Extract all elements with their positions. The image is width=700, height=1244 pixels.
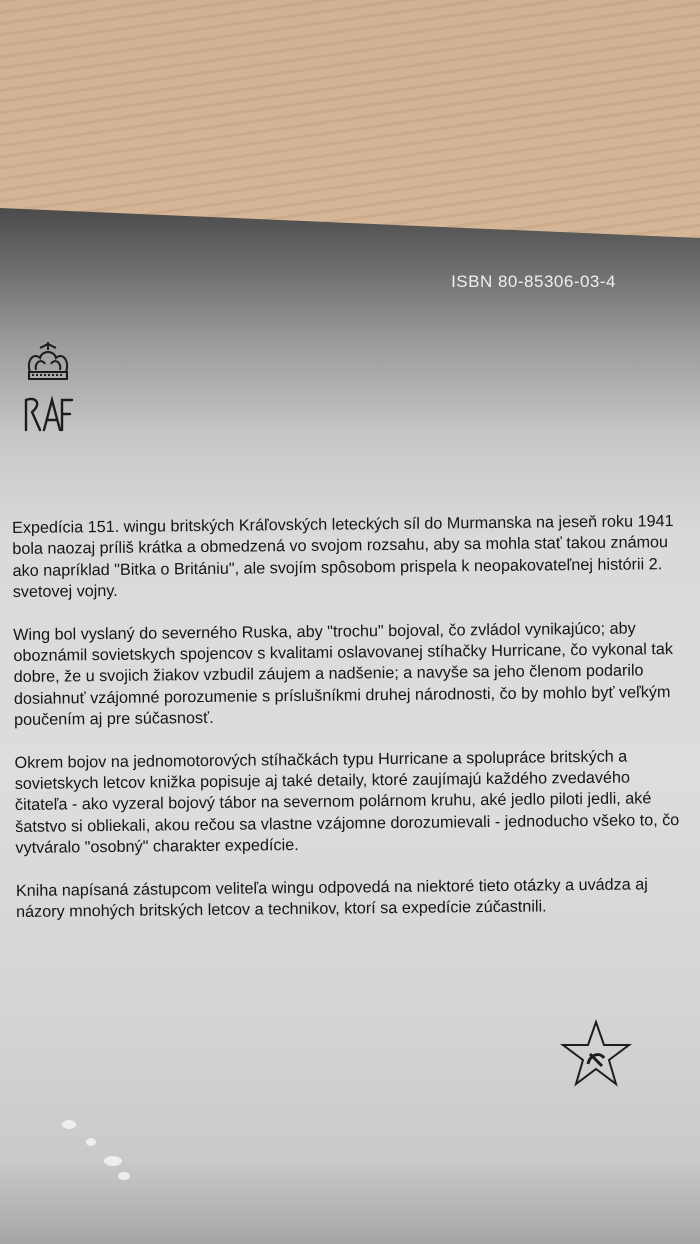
paper-wear-mark <box>118 1172 130 1180</box>
isbn-number: ISBN 80-85306-03-4 <box>451 272 616 291</box>
raf-crown-logo <box>18 342 78 438</box>
cover-shadow <box>0 1160 700 1244</box>
blurb-paragraph: Okrem bojov na jednomotorových stíhačkách typu Hurricane a spolupráce britských a sovietskych letcov knižka popisuje aj také detaily, ktoré zaujímajú každého zvedavého čitateľa - ako vyzeral bojový tábor na severnom polárnom kruhu, aké jedlo piloti jedli, aké šatstvo si obliekali, akou rečou sa vlastne vzájomne dorozumievali - jednoducho všeko to, čo vytváralo "osobný" charakter expedície. <box>14 747 680 858</box>
soviet-star-emblem <box>560 1018 632 1090</box>
paper-wear-mark <box>104 1156 122 1166</box>
paper-wear-mark <box>86 1138 96 1146</box>
blurb-text <box>12 511 681 944</box>
paper-wear-mark <box>62 1120 76 1129</box>
blurb-paragraph: Wing bol vyslaný do severného Ruska, aby "trochu" bojoval, čo zvládol vynikajúco; aby oboznámil sovietskych spojencov s kvalitami oslavovanej stíhačky Hurricane, čo vykonal tak dobre, že u svojich žiakov vzbudil záujem a nadšenie; a navyše sa jeho členom podarilo dosiahnuť vzájomné porozumenie s príslušníkmi druhej národnosti, čo by mohlo byť veľkým poučením aj pre súčasnosť. <box>13 619 673 730</box>
blurb-paragraph: Expedícia 151. wingu britských Kráľovských leteckých síl do Murmanska na jeseň roku 1941 bola naozaj príliš krátka a obmedzená vo svojom rozsahu, aby sa mohla stať takou známou ako napríklad "Bitka o Britániu", ale svojím spôsobom prispela k neopakovateľnej histórii 2. svetovej vojny. <box>12 512 674 602</box>
blurb-paragraph: Kniha napísaná zástupcom veliteľa wingu odpovedá na niektoré tieto otázky a uvádza aj názory mnohých britských letcov a technikov, ktorí sa expedície zúčastnili. <box>15 875 648 922</box>
